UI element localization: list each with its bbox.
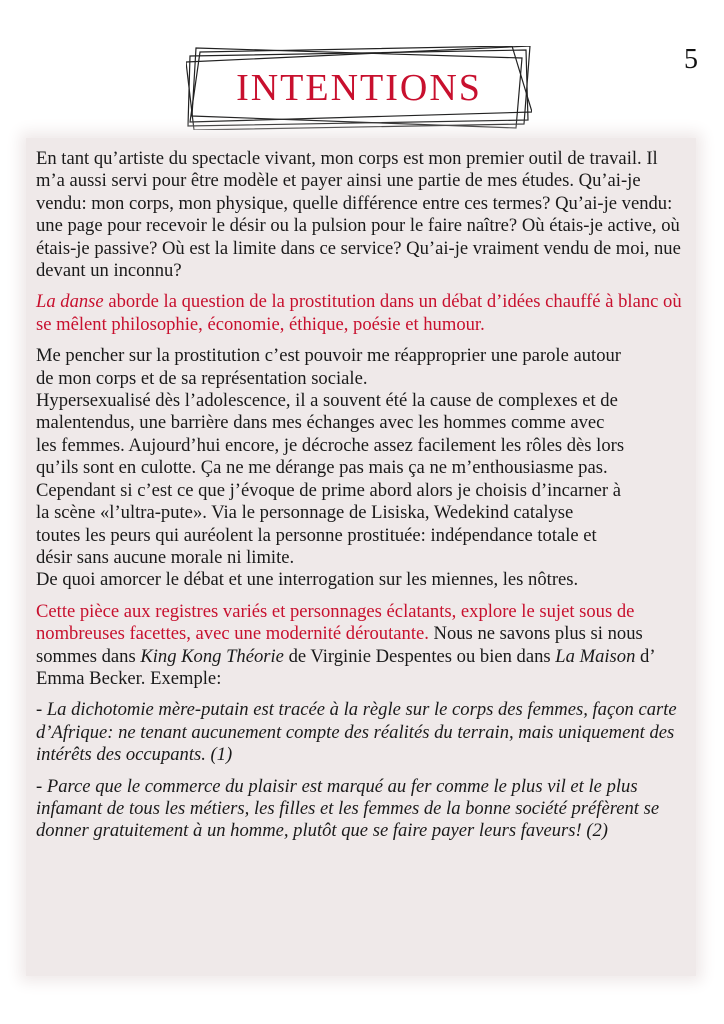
text-line: malentendus, une barrière dans mes échanges avec les hommes comme avec: [36, 412, 605, 434]
page-number: 5: [684, 44, 698, 75]
text-line: les femmes. Aujourd’hui encore, je décroche assez facilement les rôles dès lors: [36, 434, 625, 456]
text-line: de mon corps et de sa représentation sociale.: [36, 367, 368, 389]
intro-paragraph: En tant qu’artiste du spectacle vivant, mon corps est mon premier outil de travail. Il m’a aussi servi pour être modèle et payer ainsi une partie de mes études. Qu’ai-je vendu: mon corps, mon physique, quelle différence entre ces termes? Qu’ai-je vendu: une page pour recevoir le désir ou la pulsion pour le faire naître? Où étais-je active, où étais-je passive? Où est la limite dans ce service? Qu’ai-je vraiment vendu de moi, nue devant un inconnu?: [36, 148, 681, 282]
personal-paragraph: [36, 345, 684, 591]
comparison-text: d’ Emma Becker. Exemple:: [36, 645, 655, 689]
book-title-2: La Maison: [555, 645, 636, 667]
text-line: qu’ils sont en culotte. Ça ne me dérange pas mais ça ne m’enthousiasme pas.: [36, 457, 608, 479]
quote-1: - La dichotomie mère-putain est tracée à la règle sur le corps des femmes, façon carte d’Afrique: ne tenant aucunement compte des réalités du terrain, mais uniquement des intérêts des occupants. (1): [36, 699, 677, 766]
play-intro-text: aborde la question de la prostitution dans un débat d’idées chauffé à blanc où se mêlent philosophie, économie, éthique, poésie et humour.: [36, 291, 682, 335]
book-title-1: King Kong Théorie: [140, 645, 284, 667]
play-title: La danse: [36, 291, 104, 313]
text-line: Cependant si c’est ce que j’évoque de prime abord alors je choisis d’incarner à: [36, 479, 621, 501]
text-line: toutes les peurs qui auréolent la personne prostituée: indépendance totale et: [36, 524, 597, 546]
page-title: INTENTIONS: [236, 67, 482, 109]
content-box: [26, 138, 696, 976]
text-line: Me pencher sur la prostitution c’est pouvoir me réapproprier une parole autour: [36, 345, 621, 367]
text-line: Hypersexualisé dès l’adolescence, il a souvent été la cause de complexes et de: [36, 390, 618, 412]
comparison-text: Nous ne savons plus si nous sommes dans: [36, 623, 643, 667]
quote-2: - Parce que le commerce du plaisir est marqué au fer comme le plus vil et le plus infamant de tous les métiers, les filles et les femmes de la bonne société préfèrent se donner gratuitement à un homme, plutôt que se faire payer leurs faveurs! (2): [36, 775, 660, 842]
play-intro-paragraph: [36, 291, 684, 336]
title-frame: [186, 46, 532, 130]
comparison-paragraph: [36, 601, 684, 691]
comparison-text: de Virginie Despentes ou bien dans: [283, 645, 556, 667]
text-line: De quoi amorcer le débat et une interrogation sur les miennes, les nôtres.: [36, 569, 579, 591]
text-line: la scène «l’ultra-pute». Via le personnage de Lisiska, Wedekind catalyse: [36, 502, 574, 524]
text-line: désir sans aucune morale ni limite.: [36, 546, 295, 568]
highlight-text: Cette pièce aux registres variés et personnages éclatants, explore le sujet sous de nombreuses facettes, avec une modernité déroutante.: [36, 600, 635, 645]
